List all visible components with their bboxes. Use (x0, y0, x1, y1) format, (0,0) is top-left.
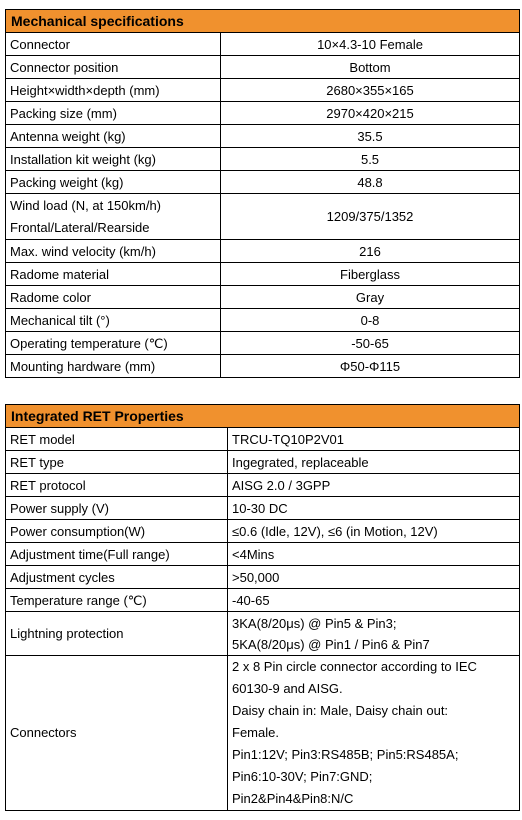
table-row (6, 566, 520, 589)
table-row (6, 543, 520, 566)
row-value: 5.5 (221, 148, 520, 171)
row-label: Connector position (6, 56, 221, 79)
row-label: Packing weight (kg) (6, 171, 221, 194)
table-row (6, 451, 520, 474)
row-value: Bottom (221, 56, 520, 79)
table-row (6, 656, 520, 811)
row-value: 1209/375/1352 (221, 194, 520, 240)
row-label: Installation kit weight (kg) (6, 148, 221, 171)
row-value: 48.8 (221, 171, 520, 194)
row-label: Height×width×depth (mm) (6, 79, 221, 102)
table-row (6, 33, 520, 56)
row-value: AISG 2.0 / 3GPP (228, 474, 520, 497)
table-row (6, 589, 520, 612)
row-label: RET type (6, 451, 228, 474)
integrated-ret-properties-table (5, 404, 520, 811)
row-value: 3KA(8/20μs) @ Pin5 & Pin3; 5KA(8/20μs) @ Pin1 / Pin6 & Pin7 (228, 612, 520, 656)
table-row (6, 102, 520, 125)
row-label: Connector (6, 33, 221, 56)
row-label: Packing size (mm) (6, 102, 221, 125)
row-label: RET model (6, 428, 228, 451)
table-row (6, 194, 520, 240)
row-label: RET protocol (6, 474, 228, 497)
table-row (6, 355, 520, 378)
table-row (6, 148, 520, 171)
ret-section-title: Integrated RET Properties (6, 405, 520, 428)
table-row (6, 612, 520, 656)
row-value: 2 x 8 Pin circle connector according to IEC 60130-9 and AISG. Daisy chain in: Male, Daisy chain out: Female. Pin1:12V; Pin3:RS485B; Pin5:RS485A; Pin6:10-30V; Pin7:GND; Pin2&Pin4&Pin8:N/C (228, 656, 520, 811)
row-value: Φ50-Φ115 (221, 355, 520, 378)
row-label: Adjustment cycles (6, 566, 228, 589)
row-value: Ingegrated, replaceable (228, 451, 520, 474)
row-label: Antenna weight (kg) (6, 125, 221, 148)
mechanical-section-title: Mechanical specifications (6, 10, 520, 33)
row-label: Mechanical tilt (°) (6, 309, 221, 332)
row-value: 2970×420×215 (221, 102, 520, 125)
row-value: 10×4.3-10 Female (221, 33, 520, 56)
table-row (6, 125, 520, 148)
row-label: Wind load (N, at 150km/h) Frontal/Lateral/Rearside (6, 194, 221, 240)
row-value: -40-65 (228, 589, 520, 612)
row-label: Power supply (V) (6, 497, 228, 520)
row-label: Power consumption(W) (6, 520, 228, 543)
row-value: 35.5 (221, 125, 520, 148)
row-value: ≤0.6 (Idle, 12V), ≤6 (in Motion, 12V) (228, 520, 520, 543)
row-label: Operating temperature (℃) (6, 332, 221, 355)
row-label: Max. wind velocity (km/h) (6, 240, 221, 263)
table-row (6, 474, 520, 497)
row-label: Adjustment time(Full range) (6, 543, 228, 566)
row-value: Fiberglass (221, 263, 520, 286)
row-value: 0-8 (221, 309, 520, 332)
row-value: -50-65 (221, 332, 520, 355)
row-label: Temperature range (℃) (6, 589, 228, 612)
row-value: TRCU-TQ10P2V01 (228, 428, 520, 451)
table-row (6, 263, 520, 286)
row-value: 2680×355×165 (221, 79, 520, 102)
row-value: <4Mins (228, 543, 520, 566)
row-label: Radome color (6, 286, 221, 309)
table-row (6, 171, 520, 194)
table-row (6, 286, 520, 309)
table-row (6, 240, 520, 263)
table-row (6, 309, 520, 332)
table-row (6, 428, 520, 451)
mechanical-specifications-table (5, 9, 520, 378)
table-row (6, 79, 520, 102)
row-value: 216 (221, 240, 520, 263)
table-row (6, 56, 520, 79)
table-row (6, 520, 520, 543)
row-label: Mounting hardware (mm) (6, 355, 221, 378)
row-label: Lightning protection (6, 612, 228, 656)
table-row (6, 497, 520, 520)
row-value: >50,000 (228, 566, 520, 589)
row-label: Connectors (6, 656, 228, 811)
row-value: 10-30 DC (228, 497, 520, 520)
row-value: Gray (221, 286, 520, 309)
table-row (6, 332, 520, 355)
row-label: Radome material (6, 263, 221, 286)
